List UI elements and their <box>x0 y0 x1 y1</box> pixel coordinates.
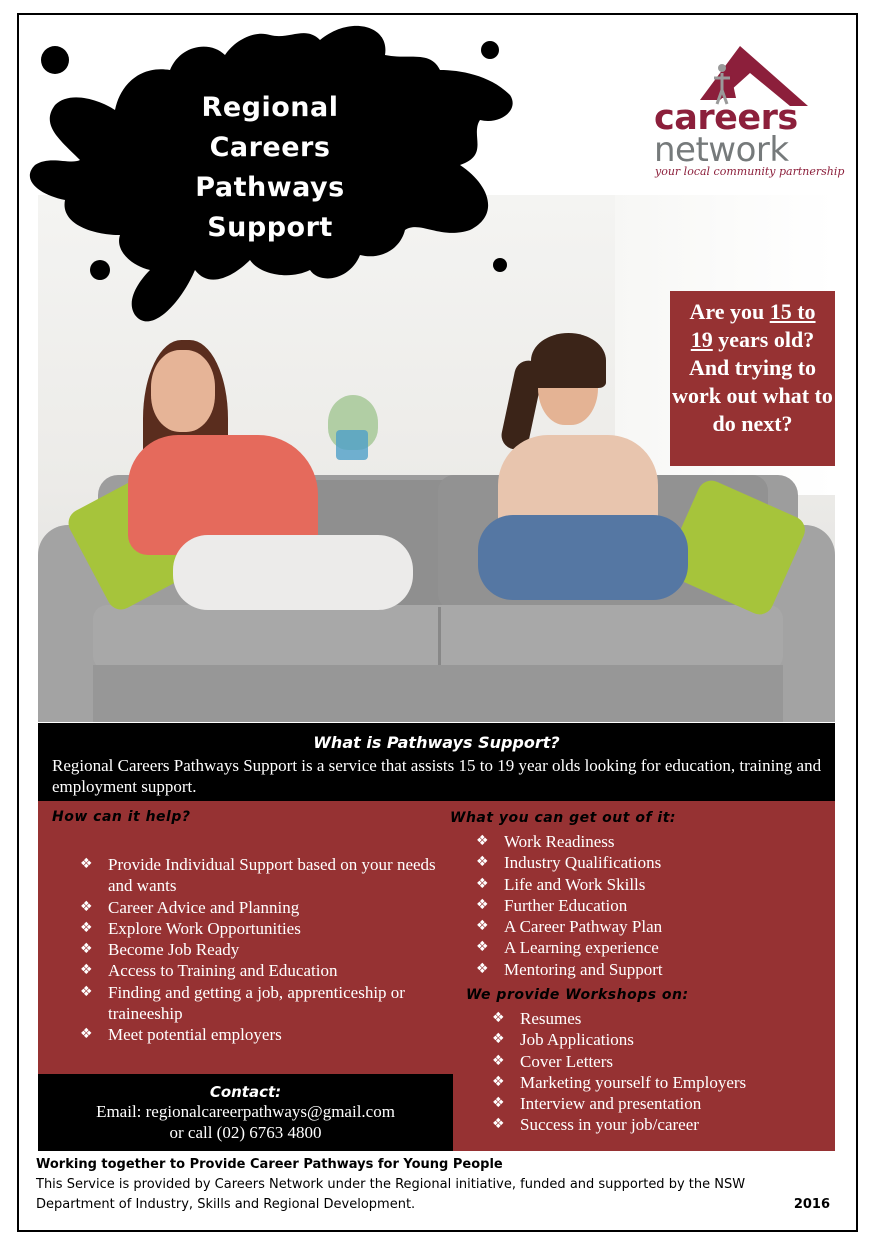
list-item: ❖ Job Applications <box>492 1030 634 1050</box>
bullet-icon: ❖ <box>80 919 93 936</box>
bullet-icon: ❖ <box>476 833 489 849</box>
contact-email[interactable]: Email: regionalcareerpathways@gmail.com <box>96 1102 395 1121</box>
list-item: ❖ Further Education <box>476 895 628 915</box>
bullet-icon: ❖ <box>492 1052 505 1069</box>
age-callout <box>670 291 835 466</box>
bullet-icon: ❖ <box>476 854 489 871</box>
list-item: ❖ Resumes <box>492 1009 582 1028</box>
bullet-icon: ❖ <box>80 962 93 979</box>
how-heading: How can it help? <box>52 809 191 825</box>
splat-title <box>170 88 370 248</box>
logo-tagline: your local community partnership <box>655 165 845 178</box>
list-item: ❖ A Learning experience <box>476 938 659 958</box>
what-is-heading: What is Pathways Support? <box>313 733 560 752</box>
list-item: ❖ Interview and presentation <box>492 1094 702 1114</box>
list-item: ❖ Provide Individual Support based on your needs and wants <box>80 855 436 896</box>
contact-heading: Contact: <box>209 1083 282 1101</box>
footer <box>36 1155 836 1215</box>
footer-funding-note: This Service is provided by Careers Network under the Regional initiative, funded and supported by the NSW Department of Industry, Skills and Regional Development. <box>36 1177 746 1212</box>
list-item: ❖ Success in your job/career <box>492 1115 699 1135</box>
bullet-icon: ❖ <box>80 941 93 958</box>
bullet-icon: ❖ <box>80 898 93 915</box>
age-range-start: 15 to <box>769 299 816 324</box>
logo-word-careers: careers <box>654 98 798 138</box>
list-item: ❖ A Career Pathway Plan <box>476 917 663 937</box>
workshops-heading: We provide Workshops on: <box>466 987 689 1003</box>
bullet-icon: ❖ <box>492 1010 505 1026</box>
age-text-2: years old? And trying to work out what to do next? <box>672 327 833 436</box>
get-out-heading: What you can get out of it: <box>450 810 677 826</box>
bullet-icon: ❖ <box>476 918 489 935</box>
title-line-4: Support <box>207 212 333 243</box>
title-line-3: Pathways <box>195 172 345 203</box>
bullet-icon: ❖ <box>80 983 93 1000</box>
list-item: ❖ Career Advice and Planning <box>80 897 300 917</box>
list-item: ❖ Access to Training and Education <box>80 961 338 981</box>
bullet-icon: ❖ <box>80 1026 93 1043</box>
how-list <box>80 854 440 1046</box>
list-item: ❖ Cover Letters <box>492 1051 613 1071</box>
title-line-2: Careers <box>209 132 331 163</box>
bullet-icon: ❖ <box>80 856 93 872</box>
footer-year: 2016 <box>793 1197 830 1212</box>
what-is-section <box>38 723 835 801</box>
list-item: ❖ Meet potential employers <box>80 1025 282 1045</box>
list-item: ❖ Finding and getting a job, apprenticeship or traineeship <box>80 982 405 1024</box>
list-item: ❖ Life and Work Skills <box>476 874 646 894</box>
bullet-icon: ❖ <box>492 1031 505 1048</box>
workshops-list <box>492 1008 832 1136</box>
bullet-icon: ❖ <box>492 1095 505 1112</box>
get-out-list <box>476 831 826 980</box>
list-item: ❖ Explore Work Opportunities <box>80 918 301 938</box>
list-item: ❖ Mentoring and Support <box>476 959 663 979</box>
list-item: ❖ Industry Qualifications <box>476 853 662 873</box>
age-range-end: 19 <box>690 327 713 352</box>
bullet-icon: ❖ <box>476 896 489 913</box>
bullet-icon: ❖ <box>476 960 489 977</box>
list-item: ❖ Work Readiness <box>476 832 615 851</box>
logo-word-network: network <box>654 130 789 170</box>
list-item: ❖ Marketing yourself to Employers <box>492 1072 747 1092</box>
what-is-description: Regional Careers Pathways Support is a service that assists 15 to 19 year olds looking for education, training and employment support. <box>52 756 822 796</box>
bullet-icon: ❖ <box>476 939 489 956</box>
title-line-1: Regional <box>201 92 339 123</box>
list-item: ❖ Become Job Ready <box>80 940 240 960</box>
contact-phone[interactable]: or call (02) 6763 4800 <box>169 1123 322 1142</box>
bullet-icon: ❖ <box>492 1073 505 1090</box>
bullet-icon: ❖ <box>476 875 489 892</box>
bullet-icon: ❖ <box>492 1116 505 1133</box>
age-text-1: Are you <box>689 299 770 324</box>
footer-tagline: Working together to Provide Career Pathways for Young People <box>36 1157 503 1172</box>
